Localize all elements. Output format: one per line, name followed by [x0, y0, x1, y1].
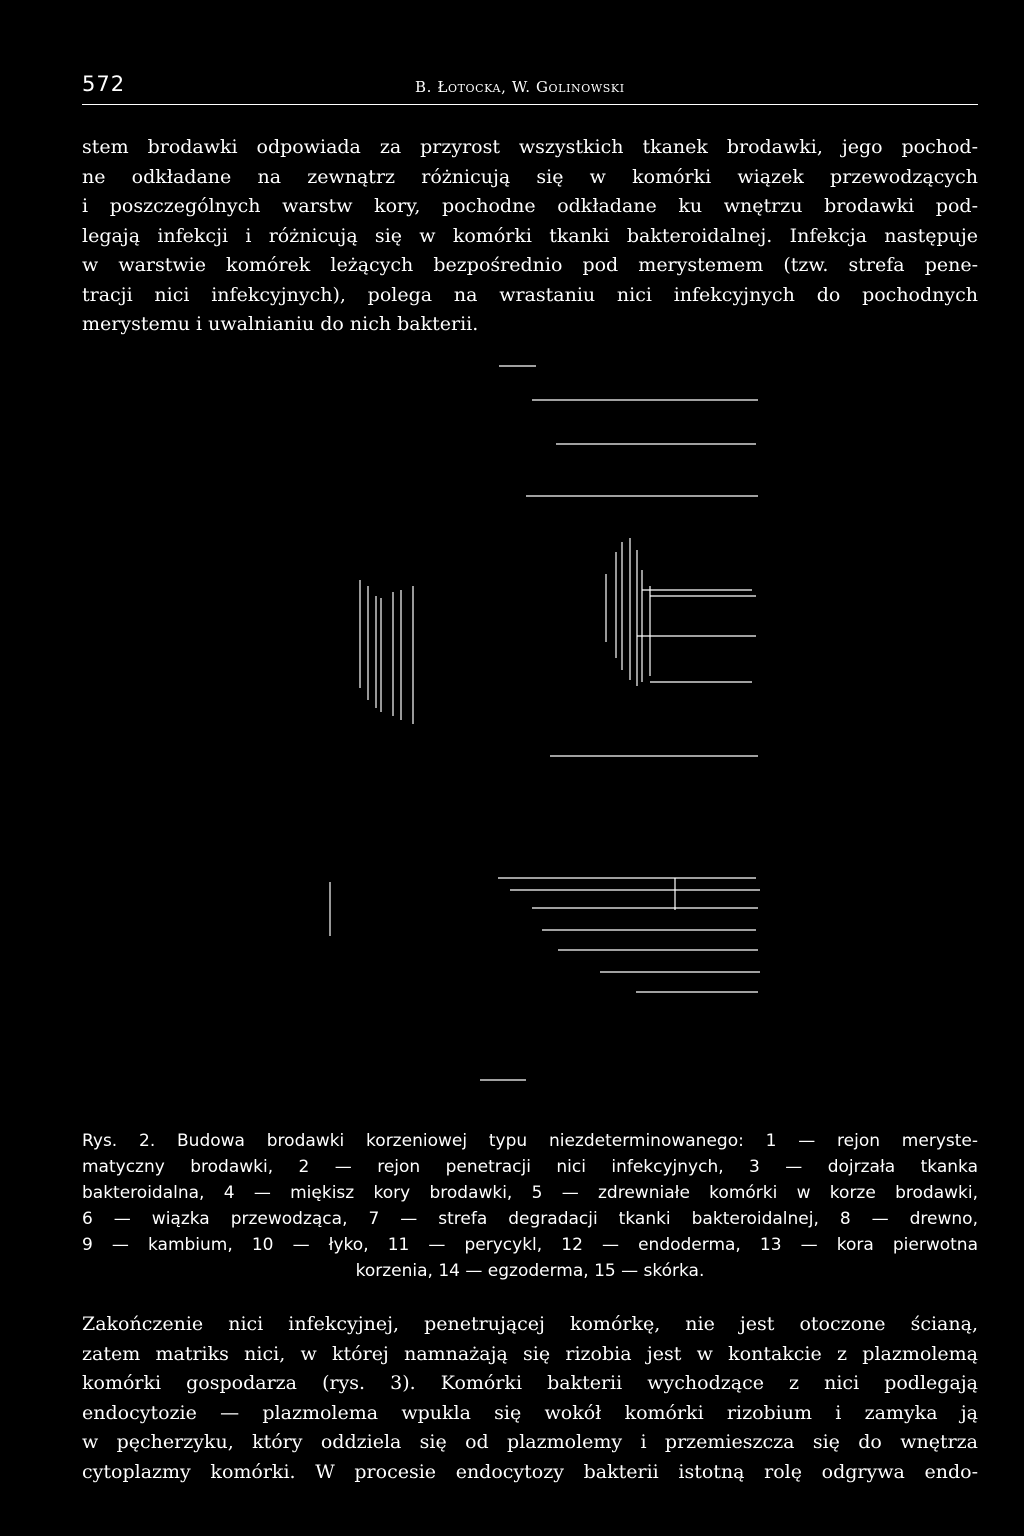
text-line: komórki gospodarza (rys. 3). Komórki bakterii wychodzące z nici podlegają [82, 1372, 978, 1394]
caption-line: 6 — wiązka przewodząca, 7 — strefa degradacji tkanki bakteroidalnej, 8 — drewno, [82, 1209, 978, 1229]
text-line: w pęcherzyku, który oddziela się od plazmolemy i przemieszcza się do wnętrza [82, 1431, 978, 1453]
text-line: w warstwie komórek leżących bezpośrednio pod merystemem (tzw. strefa pene- [82, 254, 978, 276]
page-header [82, 72, 978, 105]
text-line: endocytozie — plazmolema wpukla się wokół komórki rizobium i zamyka ją [82, 1401, 978, 1424]
caption-line: Rys. 2. Budowa brodawki korzeniowej typu niezdeterminowanego: 1 — rejon meryste- [82, 1131, 978, 1151]
body-paragraph-top [82, 133, 978, 340]
text-line: merystemu i uwalnianiu do nich bakterii. [82, 313, 479, 335]
figure-nodule-diagram [300, 360, 780, 1100]
caption-line: 9 — kambium, 10 — łyko, 11 — perycykl, 12 — endoderma, 13 — kora pierwotna [82, 1235, 978, 1255]
body-paragraph-bottom [82, 1310, 978, 1487]
figure-caption [82, 1128, 978, 1284]
text-line: stem brodawki odpowiada za przyrost wszystkich tkanek brodawki, jego pochod- [82, 136, 978, 158]
caption-line: matyczny brodawki, 2 — rejon penetracji nici infekcyjnych, 3 — dojrzała tkanka [82, 1157, 978, 1177]
text-line: legają infekcji i różnicują się w komórki tkanki bakteroidalnej. Infekcja następuje [82, 224, 978, 247]
text-line: Zakończenie nici infekcyjnej, penetrującej komórkę, nie jest otoczone ścianą, [82, 1313, 978, 1335]
text-line: zatem matriks nici, w której namnażają się rizobia jest w kontakcie z plazmolemą [82, 1342, 978, 1365]
figure-drawing [300, 360, 780, 1100]
text-line: cytoplazmy komórki. W procesie endocytozy bakterii istotną rolę odgrywa endo- [82, 1460, 978, 1483]
text-line: i poszczególnych warstw kory, pochodne odkładane ku wnętrzu brodawki pod- [82, 195, 978, 217]
text-line: ne odkładane na zewnątrz różnicują się w komórki wiązek przewodzących [82, 165, 978, 188]
caption-line: bakteroidalna, 4 — miękisz kory brodawki, 5 — zdrewniałe komórki w korze brodawki, [82, 1183, 978, 1203]
page-number: 572 [82, 72, 126, 96]
caption-line: korzenia, 14 — egzoderma, 15 — skórka. [355, 1261, 705, 1281]
running-head-authors: B. Łotocka, W. Golinowski [415, 78, 625, 96]
text-line: tracji nici infekcyjnych), polega na wrastaniu nici infekcyjnych do pochodnych [82, 283, 978, 306]
